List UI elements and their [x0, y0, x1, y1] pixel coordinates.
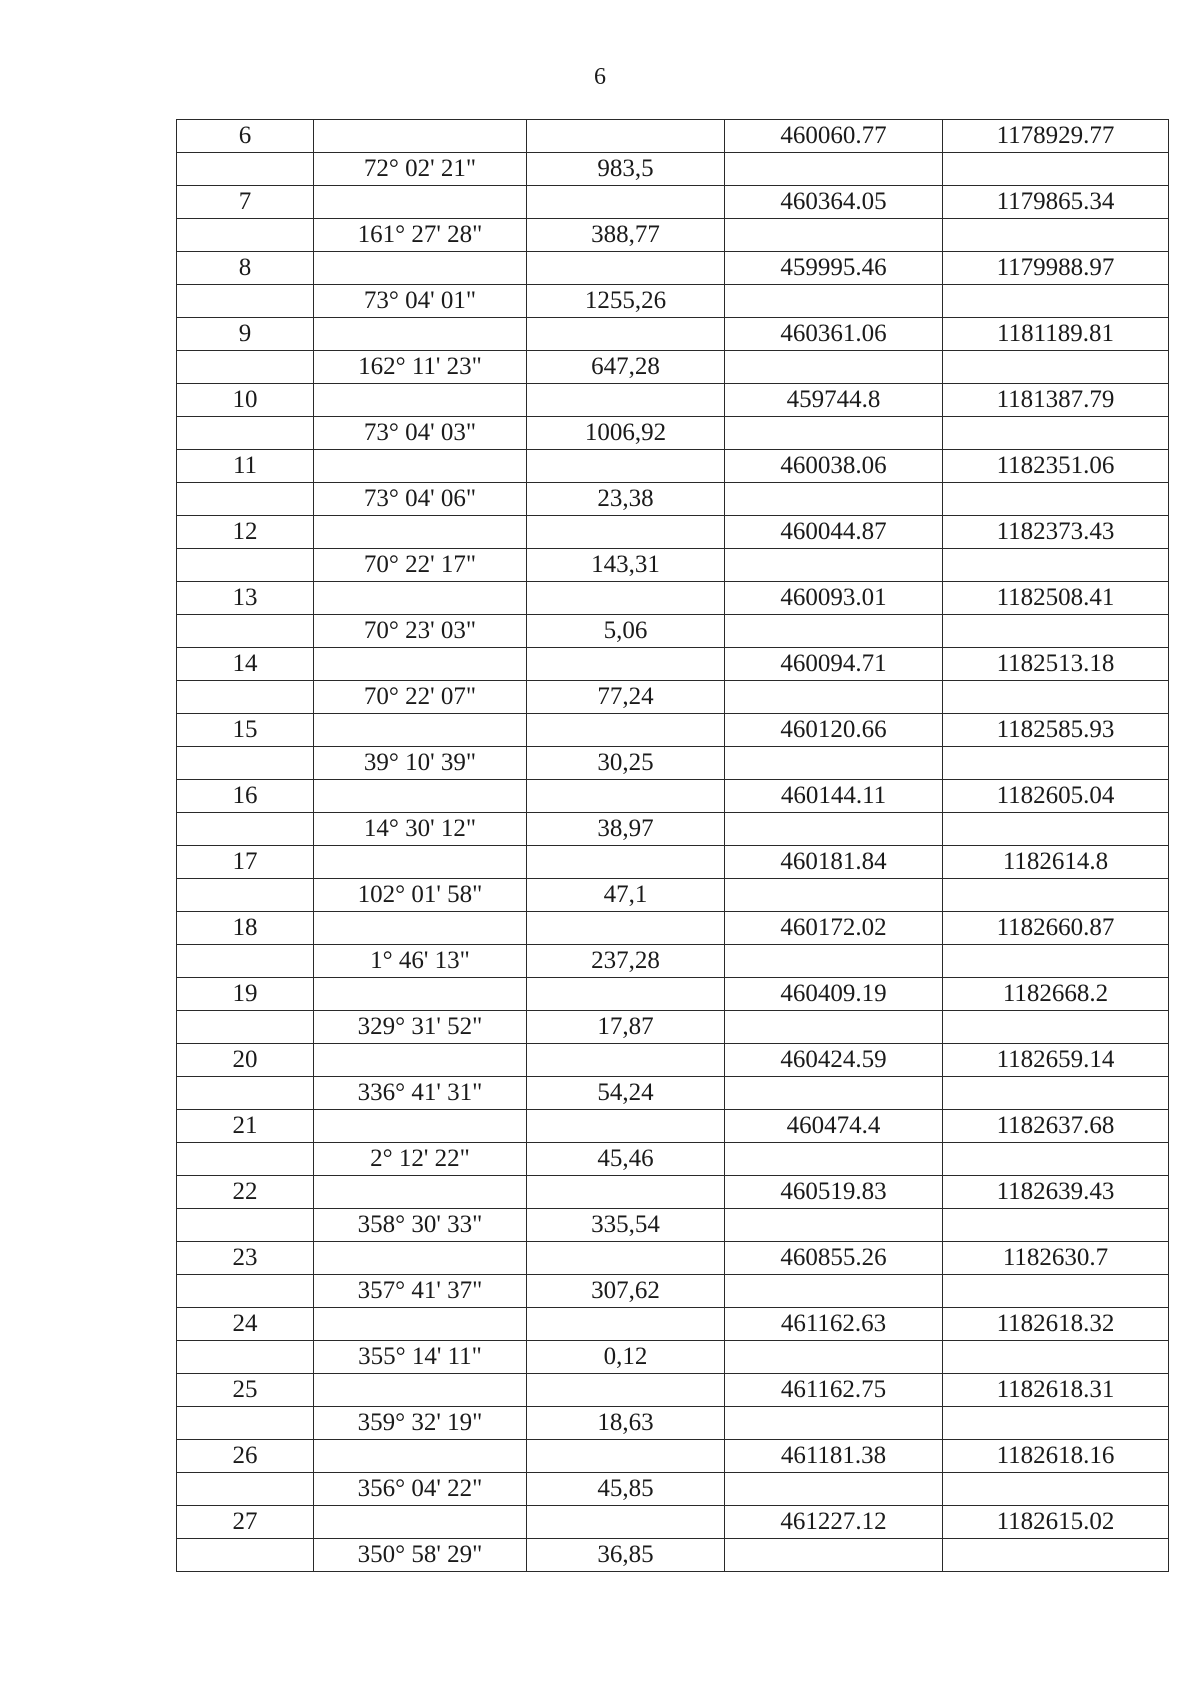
point-number-cell: 13 [177, 582, 314, 615]
point-row [177, 120, 1169, 153]
point-number-cell: 14 [177, 648, 314, 681]
segment-row [177, 615, 1169, 648]
distance-cell: 54,24 [527, 1077, 725, 1110]
point-number-cell [177, 1473, 314, 1506]
point-row [177, 780, 1169, 813]
point-number-cell [177, 1011, 314, 1044]
y-coordinate-cell: 1182639.43 [943, 1176, 1169, 1209]
y-coordinate-cell [943, 1209, 1169, 1242]
distance-cell [527, 978, 725, 1011]
y-coordinate-cell: 1182618.16 [943, 1440, 1169, 1473]
x-coordinate-cell [725, 1275, 943, 1308]
y-coordinate-cell [943, 945, 1169, 978]
direction-angle-cell [314, 1308, 527, 1341]
point-number-cell [177, 483, 314, 516]
point-number-cell [177, 1143, 314, 1176]
point-row [177, 186, 1169, 219]
y-coordinate-cell [943, 1407, 1169, 1440]
x-coordinate-cell [725, 1209, 943, 1242]
distance-cell: 30,25 [527, 747, 725, 780]
distance-cell: 77,24 [527, 681, 725, 714]
segment-row [177, 813, 1169, 846]
point-row [177, 978, 1169, 1011]
y-coordinate-cell: 1182614.8 [943, 846, 1169, 879]
segment-row [177, 1539, 1169, 1572]
direction-angle-cell [314, 516, 527, 549]
distance-cell [527, 1110, 725, 1143]
y-coordinate-cell: 1182508.41 [943, 582, 1169, 615]
segment-row [177, 549, 1169, 582]
point-number-cell: 16 [177, 780, 314, 813]
segment-row [177, 219, 1169, 252]
direction-angle-cell: 73° 04' 01" [314, 285, 527, 318]
distance-cell: 307,62 [527, 1275, 725, 1308]
x-coordinate-cell [725, 1473, 943, 1506]
y-coordinate-cell: 1182615.02 [943, 1506, 1169, 1539]
y-coordinate-cell: 1181387.79 [943, 384, 1169, 417]
distance-cell: 1255,26 [527, 285, 725, 318]
x-coordinate-cell: 460519.83 [725, 1176, 943, 1209]
direction-angle-cell [314, 1242, 527, 1275]
direction-angle-cell: 356° 04' 22" [314, 1473, 527, 1506]
y-coordinate-cell: 1182637.68 [943, 1110, 1169, 1143]
distance-cell: 23,38 [527, 483, 725, 516]
distance-cell [527, 846, 725, 879]
distance-cell [527, 1308, 725, 1341]
segment-row [177, 1209, 1169, 1242]
distance-cell: 45,85 [527, 1473, 725, 1506]
distance-cell: 5,06 [527, 615, 725, 648]
point-row [177, 1374, 1169, 1407]
y-coordinate-cell: 1182373.43 [943, 516, 1169, 549]
distance-cell: 17,87 [527, 1011, 725, 1044]
segment-row [177, 285, 1169, 318]
y-coordinate-cell [943, 681, 1169, 714]
segment-row [177, 351, 1169, 384]
segment-row [177, 747, 1169, 780]
direction-angle-cell [314, 1176, 527, 1209]
y-coordinate-cell: 1179988.97 [943, 252, 1169, 285]
point-number-cell: 23 [177, 1242, 314, 1275]
point-number-cell: 10 [177, 384, 314, 417]
direction-angle-cell [314, 582, 527, 615]
point-number-cell: 21 [177, 1110, 314, 1143]
distance-cell: 18,63 [527, 1407, 725, 1440]
y-coordinate-cell [943, 285, 1169, 318]
x-coordinate-cell [725, 615, 943, 648]
direction-angle-cell: 357° 41' 37" [314, 1275, 527, 1308]
direction-angle-cell: 161° 27' 28" [314, 219, 527, 252]
direction-angle-cell [314, 648, 527, 681]
x-coordinate-cell: 460364.05 [725, 186, 943, 219]
point-row [177, 1176, 1169, 1209]
page-number: 6 [594, 64, 606, 90]
point-number-cell [177, 747, 314, 780]
x-coordinate-cell [725, 219, 943, 252]
y-coordinate-cell: 1182618.31 [943, 1374, 1169, 1407]
x-coordinate-cell: 461181.38 [725, 1440, 943, 1473]
coordinates-table [176, 119, 1169, 1572]
point-row [177, 450, 1169, 483]
segment-row [177, 1011, 1169, 1044]
direction-angle-cell [314, 1440, 527, 1473]
y-coordinate-cell: 1182351.06 [943, 450, 1169, 483]
point-number-cell [177, 351, 314, 384]
y-coordinate-cell [943, 1011, 1169, 1044]
y-coordinate-cell [943, 747, 1169, 780]
point-number-cell: 19 [177, 978, 314, 1011]
segment-row [177, 1407, 1169, 1440]
distance-cell [527, 1374, 725, 1407]
distance-cell: 38,97 [527, 813, 725, 846]
x-coordinate-cell [725, 879, 943, 912]
distance-cell: 47,1 [527, 879, 725, 912]
distance-cell [527, 714, 725, 747]
point-number-cell [177, 879, 314, 912]
x-coordinate-cell [725, 549, 943, 582]
direction-angle-cell [314, 450, 527, 483]
y-coordinate-cell: 1179865.34 [943, 186, 1169, 219]
x-coordinate-cell [725, 153, 943, 186]
y-coordinate-cell: 1182605.04 [943, 780, 1169, 813]
x-coordinate-cell: 461227.12 [725, 1506, 943, 1539]
point-row [177, 384, 1169, 417]
point-row [177, 846, 1169, 879]
point-row [177, 1308, 1169, 1341]
distance-cell [527, 582, 725, 615]
distance-cell [527, 450, 725, 483]
x-coordinate-cell: 461162.75 [725, 1374, 943, 1407]
distance-cell [527, 780, 725, 813]
distance-cell: 647,28 [527, 351, 725, 384]
segment-row [177, 945, 1169, 978]
y-coordinate-cell: 1178929.77 [943, 120, 1169, 153]
y-coordinate-cell [943, 1473, 1169, 1506]
point-number-cell: 6 [177, 120, 314, 153]
x-coordinate-cell [725, 1143, 943, 1176]
direction-angle-cell [314, 1374, 527, 1407]
y-coordinate-cell [943, 1341, 1169, 1374]
direction-angle-cell: 162° 11' 23" [314, 351, 527, 384]
x-coordinate-cell [725, 1011, 943, 1044]
direction-angle-cell: 358° 30' 33" [314, 1209, 527, 1242]
x-coordinate-cell: 460120.66 [725, 714, 943, 747]
point-row [177, 252, 1169, 285]
point-row [177, 1440, 1169, 1473]
point-row [177, 1242, 1169, 1275]
point-number-cell: 11 [177, 450, 314, 483]
point-number-cell: 18 [177, 912, 314, 945]
point-number-cell [177, 945, 314, 978]
distance-cell [527, 318, 725, 351]
direction-angle-cell: 39° 10' 39" [314, 747, 527, 780]
direction-angle-cell: 359° 32' 19" [314, 1407, 527, 1440]
segment-row [177, 1143, 1169, 1176]
segment-row [177, 417, 1169, 450]
distance-cell [527, 1506, 725, 1539]
distance-cell [527, 120, 725, 153]
distance-cell [527, 1242, 725, 1275]
point-row [177, 1110, 1169, 1143]
segment-row [177, 153, 1169, 186]
x-coordinate-cell: 460181.84 [725, 846, 943, 879]
y-coordinate-cell: 1182630.7 [943, 1242, 1169, 1275]
x-coordinate-cell: 460361.06 [725, 318, 943, 351]
direction-angle-cell: 70° 23' 03" [314, 615, 527, 648]
point-number-cell: 8 [177, 252, 314, 285]
x-coordinate-cell [725, 813, 943, 846]
point-number-cell: 22 [177, 1176, 314, 1209]
point-number-cell [177, 1275, 314, 1308]
y-coordinate-cell [943, 1077, 1169, 1110]
point-number-cell: 20 [177, 1044, 314, 1077]
distance-cell: 45,46 [527, 1143, 725, 1176]
direction-angle-cell [314, 186, 527, 219]
x-coordinate-cell: 460855.26 [725, 1242, 943, 1275]
direction-angle-cell [314, 120, 527, 153]
distance-cell: 143,31 [527, 549, 725, 582]
x-coordinate-cell [725, 747, 943, 780]
point-number-cell [177, 219, 314, 252]
point-row [177, 1044, 1169, 1077]
x-coordinate-cell: 460144.11 [725, 780, 943, 813]
y-coordinate-cell [943, 615, 1169, 648]
y-coordinate-cell [943, 879, 1169, 912]
x-coordinate-cell [725, 681, 943, 714]
x-coordinate-cell [725, 1077, 943, 1110]
y-coordinate-cell [943, 351, 1169, 384]
y-coordinate-cell [943, 1275, 1169, 1308]
direction-angle-cell [314, 846, 527, 879]
distance-cell [527, 1440, 725, 1473]
x-coordinate-cell: 460038.06 [725, 450, 943, 483]
distance-cell: 36,85 [527, 1539, 725, 1572]
direction-angle-cell [314, 978, 527, 1011]
direction-angle-cell [314, 714, 527, 747]
point-row [177, 1506, 1169, 1539]
direction-angle-cell: 72° 02' 21" [314, 153, 527, 186]
direction-angle-cell: 1° 46' 13" [314, 945, 527, 978]
point-number-cell [177, 1539, 314, 1572]
point-number-cell: 9 [177, 318, 314, 351]
direction-angle-cell [314, 1044, 527, 1077]
x-coordinate-cell: 460424.59 [725, 1044, 943, 1077]
x-coordinate-cell: 460044.87 [725, 516, 943, 549]
point-number-cell: 12 [177, 516, 314, 549]
x-coordinate-cell [725, 1341, 943, 1374]
y-coordinate-cell [943, 549, 1169, 582]
y-coordinate-cell: 1182668.2 [943, 978, 1169, 1011]
point-number-cell: 15 [177, 714, 314, 747]
distance-cell [527, 186, 725, 219]
x-coordinate-cell: 461162.63 [725, 1308, 943, 1341]
segment-row [177, 681, 1169, 714]
direction-angle-cell [314, 252, 527, 285]
direction-angle-cell: 350° 58' 29" [314, 1539, 527, 1572]
y-coordinate-cell: 1182513.18 [943, 648, 1169, 681]
distance-cell [527, 384, 725, 417]
distance-cell [527, 252, 725, 285]
y-coordinate-cell [943, 1143, 1169, 1176]
direction-angle-cell [314, 318, 527, 351]
y-coordinate-cell [943, 219, 1169, 252]
x-coordinate-cell: 460474.4 [725, 1110, 943, 1143]
point-row [177, 912, 1169, 945]
y-coordinate-cell [943, 483, 1169, 516]
point-number-cell [177, 813, 314, 846]
x-coordinate-cell [725, 417, 943, 450]
point-row [177, 318, 1169, 351]
distance-cell [527, 1176, 725, 1209]
direction-angle-cell [314, 1506, 527, 1539]
point-number-cell [177, 1407, 314, 1440]
direction-angle-cell: 2° 12' 22" [314, 1143, 527, 1176]
segment-row [177, 1077, 1169, 1110]
segment-row [177, 1473, 1169, 1506]
segment-row [177, 483, 1169, 516]
point-number-cell: 27 [177, 1506, 314, 1539]
y-coordinate-cell [943, 153, 1169, 186]
direction-angle-cell: 329° 31' 52" [314, 1011, 527, 1044]
distance-cell [527, 516, 725, 549]
y-coordinate-cell [943, 417, 1169, 450]
distance-cell: 237,28 [527, 945, 725, 978]
point-number-cell [177, 549, 314, 582]
point-number-cell [177, 1209, 314, 1242]
point-number-cell [177, 615, 314, 648]
y-coordinate-cell: 1182659.14 [943, 1044, 1169, 1077]
point-number-cell: 17 [177, 846, 314, 879]
direction-angle-cell: 336° 41' 31" [314, 1077, 527, 1110]
point-number-cell: 26 [177, 1440, 314, 1473]
direction-angle-cell: 102° 01' 58" [314, 879, 527, 912]
y-coordinate-cell [943, 813, 1169, 846]
distance-cell: 0,12 [527, 1341, 725, 1374]
point-number-cell: 24 [177, 1308, 314, 1341]
distance-cell: 983,5 [527, 153, 725, 186]
point-number-cell [177, 1077, 314, 1110]
x-coordinate-cell: 459995.46 [725, 252, 943, 285]
y-coordinate-cell: 1182660.87 [943, 912, 1169, 945]
point-number-cell: 25 [177, 1374, 314, 1407]
direction-angle-cell: 73° 04' 06" [314, 483, 527, 516]
x-coordinate-cell: 460060.77 [725, 120, 943, 153]
point-number-cell: 7 [177, 186, 314, 219]
x-coordinate-cell [725, 1539, 943, 1572]
x-coordinate-cell [725, 945, 943, 978]
point-number-cell [177, 285, 314, 318]
y-coordinate-cell: 1181189.81 [943, 318, 1169, 351]
direction-angle-cell: 70° 22' 07" [314, 681, 527, 714]
direction-angle-cell: 70° 22' 17" [314, 549, 527, 582]
x-coordinate-cell [725, 285, 943, 318]
table-body [177, 120, 1169, 1572]
x-coordinate-cell: 460093.01 [725, 582, 943, 615]
point-row [177, 714, 1169, 747]
distance-cell: 335,54 [527, 1209, 725, 1242]
direction-angle-cell [314, 384, 527, 417]
point-number-cell [177, 1341, 314, 1374]
distance-cell [527, 648, 725, 681]
direction-angle-cell [314, 780, 527, 813]
segment-row [177, 879, 1169, 912]
direction-angle-cell: 14° 30' 12" [314, 813, 527, 846]
x-coordinate-cell [725, 483, 943, 516]
direction-angle-cell: 355° 14' 11" [314, 1341, 527, 1374]
point-number-cell [177, 153, 314, 186]
distance-cell: 1006,92 [527, 417, 725, 450]
direction-angle-cell [314, 1110, 527, 1143]
point-number-cell [177, 681, 314, 714]
direction-angle-cell: 73° 04' 03" [314, 417, 527, 450]
point-number-cell [177, 417, 314, 450]
direction-angle-cell [314, 912, 527, 945]
distance-cell: 388,77 [527, 219, 725, 252]
point-row [177, 582, 1169, 615]
x-coordinate-cell: 460172.02 [725, 912, 943, 945]
y-coordinate-cell [943, 1539, 1169, 1572]
distance-cell [527, 1044, 725, 1077]
distance-cell [527, 912, 725, 945]
y-coordinate-cell: 1182618.32 [943, 1308, 1169, 1341]
x-coordinate-cell: 459744.8 [725, 384, 943, 417]
x-coordinate-cell: 460409.19 [725, 978, 943, 1011]
y-coordinate-cell: 1182585.93 [943, 714, 1169, 747]
segment-row [177, 1275, 1169, 1308]
x-coordinate-cell [725, 351, 943, 384]
segment-row [177, 1341, 1169, 1374]
point-row [177, 648, 1169, 681]
x-coordinate-cell: 460094.71 [725, 648, 943, 681]
x-coordinate-cell [725, 1407, 943, 1440]
point-row [177, 516, 1169, 549]
